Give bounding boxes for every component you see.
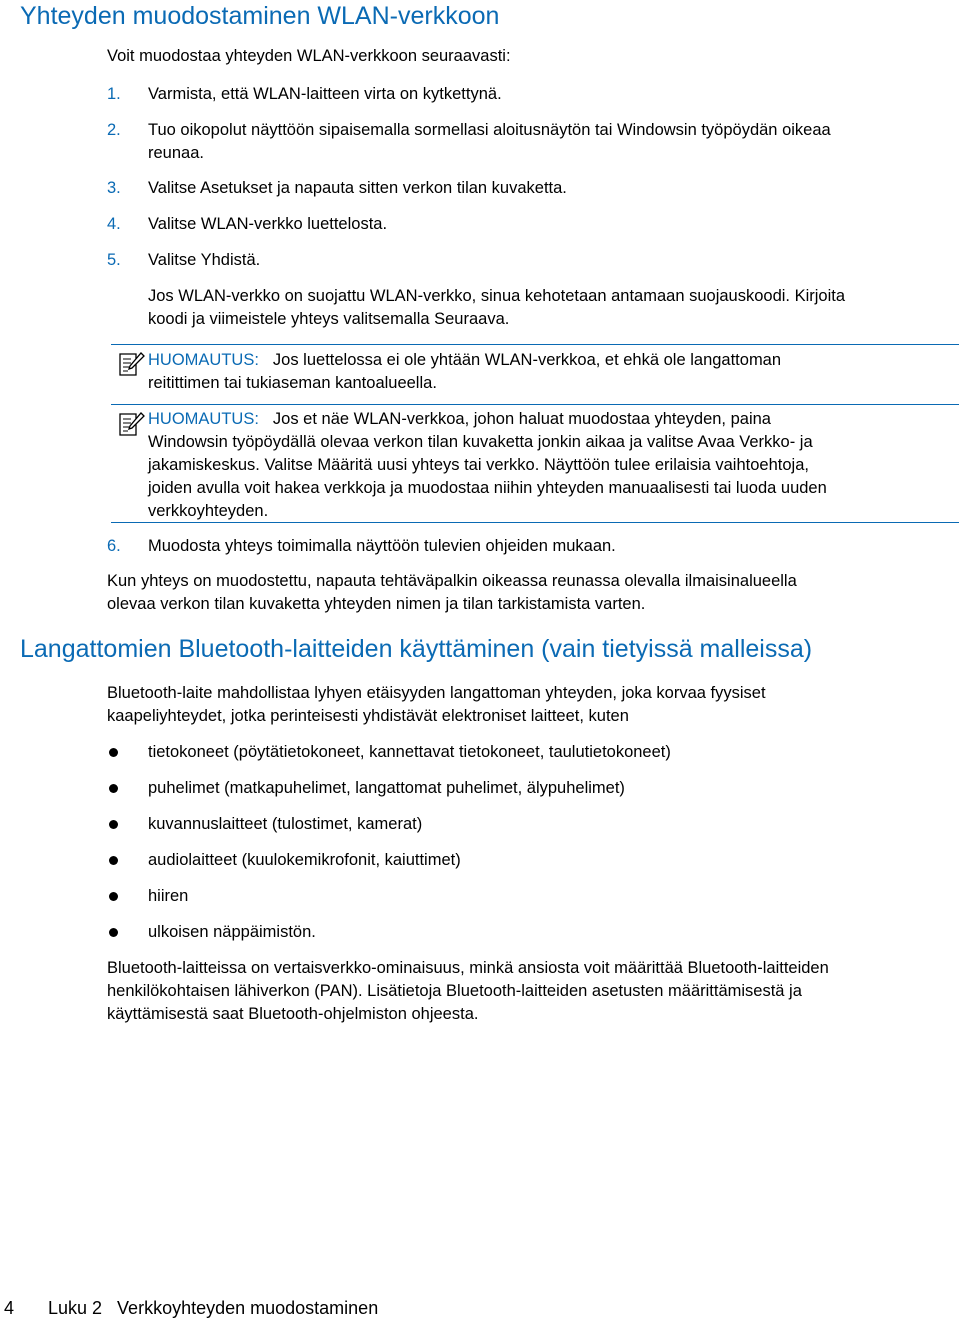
- step-text: Valitse WLAN-verkko luettelosta.: [148, 215, 388, 233]
- step-number: 5.: [107, 251, 121, 269]
- step-number: 1.: [107, 85, 121, 103]
- step-detail: Jos WLAN-verkko on suojattu WLAN-verkko, sinua kehotetaan antamaan suojauskoodi. Kirjoita: [148, 287, 846, 305]
- step-text: Muodosta yhteys toimimalla näyttöön tulevien ohjeiden mukaan.: [148, 537, 616, 555]
- note-label: HUOMAUTUS:: [148, 410, 259, 428]
- step-number: 6.: [107, 537, 121, 555]
- step-text: Tuo oikopolut näyttöön sipaisemalla sormellasi aloitusnäytön tai Windowsin työpöydän oikeaa: [148, 121, 831, 139]
- section-title-bluetooth: Langattomien Bluetooth-laitteiden käyttäminen (vain tietyissä malleissa): [20, 635, 813, 663]
- note-text: HUOMAUTUS: Jos et näe WLAN-verkkoa, johon haluat muodostaa yhteyden, paina: [148, 410, 771, 428]
- bullet-dot: [109, 928, 118, 937]
- step-number: 4.: [107, 215, 121, 233]
- page-number: 4: [4, 1298, 15, 1318]
- step-text: Valitse Yhdistä.: [148, 251, 261, 269]
- bullet-dot: [109, 748, 118, 757]
- section-intro: Voit muodostaa yhteyden WLAN-verkkoon seuraavasti:: [107, 47, 511, 65]
- note-box: [111, 344, 959, 405]
- ui-term: jakamiskeskus: [148, 456, 256, 474]
- note-text: verkkoyhteyden.: [148, 502, 269, 520]
- note-text: joiden avulla voit hakea verkkoja ja muodostaa niihin yhteyden manuaalisesti tai luoda uuden: [148, 479, 827, 497]
- note-text: reitittimen tai tukiaseman kantoalueella.: [148, 374, 437, 392]
- note-text: HUOMAUTUS: Jos luettelossa ei ole yhtään WLAN-verkkoa, et ehkä ole langattoman: [148, 351, 782, 369]
- list-item: kuvannuslaitteet (tulostimet, kamerat): [148, 815, 423, 833]
- section-title-wlan: Yhteyden muodostaminen WLAN-verkkoon: [20, 2, 500, 30]
- step-number: 3.: [107, 179, 121, 197]
- chapter-title: Luku 2 Verkkoyhteyden muodostaminen: [48, 1298, 379, 1318]
- section-intro: kaapeliyhteydet, jotka perinteisesti yhdistävät elektroniset laitteet, kuten: [107, 707, 629, 725]
- list-item: audiolaitteet (kuulokemikrofonit, kaiuttimet): [148, 851, 461, 869]
- ui-term: Asetukset: [199, 179, 273, 197]
- list-item: tietokoneet (pöytätietokoneet, kannettavat tietokoneet, taulutietokoneet): [148, 743, 671, 761]
- note-text: Windowsin työpöydällä olevaa verkon tilan kuvaketta jonkin aikaa ja valitse Avaa Verkko- ja: [148, 433, 813, 451]
- step-number: 2.: [107, 121, 121, 139]
- bullet-dot: [109, 892, 118, 901]
- note-pencil-icon: [117, 410, 145, 438]
- ui-term: Seuraava: [434, 310, 505, 328]
- section-outro: olevaa verkon tilan kuvaketta yhteyden nimen ja tilan tarkistamista varten.: [107, 595, 646, 613]
- step-text: Valitse Asetukset ja napauta sitten verkon tilan kuvaketta.: [148, 179, 567, 197]
- bullet-dot: [109, 784, 118, 793]
- bullet-dot: [109, 820, 118, 829]
- bullet-dot: [109, 856, 118, 865]
- note-box: [111, 404, 959, 523]
- list-item: hiiren: [148, 887, 189, 905]
- section-intro: Bluetooth-laite mahdollistaa lyhyen etäisyyden langattoman yhteyden, joka korvaa fyysiset: [107, 684, 766, 702]
- ui-term: Määritä uusi yhteys tai verkko: [317, 456, 535, 474]
- ui-term: Yhdistä: [200, 251, 256, 269]
- ui-term: Avaa Verkko- ja: [697, 433, 813, 451]
- list-item: ulkoisen näppäimistön.: [148, 923, 316, 941]
- step-text: reunaa.: [148, 144, 204, 162]
- section-outro: Bluetooth-laitteissa on vertaisverkko-ominaisuus, minkä ansiosta voit määrittää Bluetooth-laitteiden: [107, 959, 829, 977]
- note-label: HUOMAUTUS:: [148, 351, 259, 369]
- step-detail: koodi ja viimeistele yhteys valitsemalla Seuraava.: [148, 310, 510, 328]
- section-outro: Kun yhteys on muodostettu, napauta tehtäväpalkin oikeassa reunassa olevalla ilmaisinalueella: [107, 572, 797, 590]
- section-outro: käyttämisestä saat Bluetooth-ohjelmiston ohjeesta.: [107, 1005, 479, 1023]
- note-pencil-icon: [117, 350, 145, 378]
- section-outro: henkilökohtaisen lähiverkon (PAN). Lisätietoja Bluetooth-laitteiden asetusten määrittämisestä ja: [107, 982, 802, 1000]
- list-item: puhelimet (matkapuhelimet, langattomat puhelimet, älypuhelimet): [148, 779, 625, 797]
- step-text: Varmista, että WLAN-laitteen virta on kytkettynä.: [148, 85, 502, 103]
- note-text: jakamiskeskus. Valitse Määritä uusi yhteys tai verkko. Näyttöön tulee erilaisia vaihtoehtoja,: [148, 456, 809, 474]
